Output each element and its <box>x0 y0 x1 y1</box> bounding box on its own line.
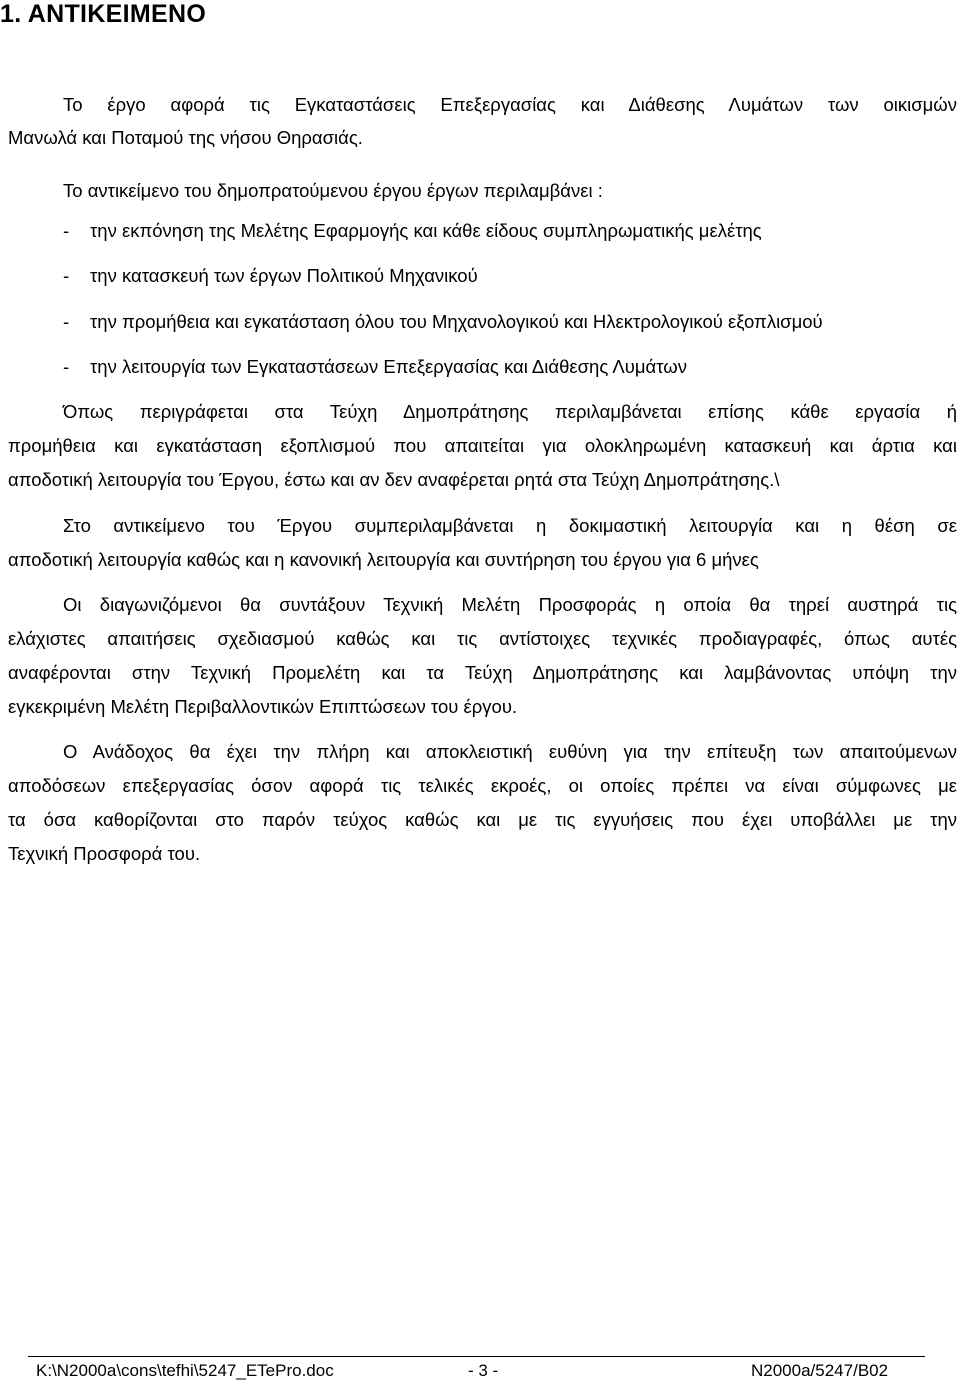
list-item: την κατασκευή των έργων Πολιτικού Μηχανικού <box>90 265 478 286</box>
list-dash: - <box>63 265 70 286</box>
list-item: την λειτουργία των Εγκαταστάσεων Επεξεργασίας και Διάθεσης Λυμάτων <box>90 356 687 377</box>
para5-line3: τα όσα καθορίζονται στο παρόν τεύχος καθώς και με τις εγγυήσεις που έχει υποβάλλει με την <box>8 809 957 830</box>
para5-line1: Ο Ανάδοχος θα έχει την πλήρη και αποκλειστική ευθύνη για την επίτευξη των απαιτούμενων <box>63 741 957 762</box>
para3-line2: αποδοτική λειτουργία καθώς και η κανονική λειτουργία και συντήρηση του έργου για 6 μήνες <box>8 549 759 570</box>
para4-line4: εγκεκριμένη Μελέτη Περιβαλλοντικών Επιπτώσεων του έργου. <box>8 696 518 717</box>
intro-line: Το αντικείμενο του δημοπρατούμενου έργου έργων περιλαμβάνει : <box>63 180 603 201</box>
para5-line4: Τεχνική Προσφορά του. <box>8 843 201 864</box>
list-item: την εκπόνηση της Μελέτης Εφαρμογής και κάθε είδους συμπληρωματικής μελέτης <box>90 220 762 241</box>
para5-line2: αποδόσεων επεξεργασίας όσον αφορά τις τελικές εκροές, οι οποίες πρέπει να είναι σύμφωνες με <box>8 775 957 796</box>
list-item: την προμήθεια και εγκατάσταση όλου του Μηχανολογικού και Ηλεκτρολογικού εξοπλισμού <box>90 311 823 332</box>
list-dash: - <box>63 356 70 377</box>
section-heading: 1. ΑΝΤΙΚΕΙΜΕΝΟ <box>0 0 207 28</box>
footer-page-number: - 3 - <box>468 1361 499 1380</box>
para1-line2: Μανωλά και Ποταμού της νήσου Θηρασιάς. <box>8 127 363 148</box>
para4-line2: ελάχιστες απαιτήσεις σχεδιασμού καθώς και τις αντίστοιχες τεχνικές προδιαγραφές, όπως αυτές <box>8 628 957 649</box>
list-dash: - <box>63 220 70 241</box>
para3-line1: Στο αντικείμενο του Έργου συμπεριλαμβάνεται η δοκιμαστική λειτουργία και η θέση σε <box>63 515 957 536</box>
para2-line3: αποδοτική λειτουργία του Έργου, έστω και αν δεν αναφέρεται ρητά στα Τεύχη Δημοπράτησης.\ <box>8 469 780 490</box>
para4-line1: Οι διαγωνιζόμενοι θα συντάξουν Τεχνική Μελέτη Προσφοράς η οποία θα τηρεί αυστηρά τις <box>63 594 957 615</box>
para4-line3: αναφέρονται στην Τεχνική Προμελέτη και τα Τεύχη Δημοπράτησης και λαμβάνοντας υπόψη την <box>8 662 957 683</box>
para2-line1: Όπως περιγράφεται στα Τεύχη Δημοπράτησης περιλαμβάνεται επίσης κάθε εργασία ή <box>63 401 957 422</box>
footer-file-path: K:\N2000a\cons\tefhi\5247_ETePro.doc <box>36 1361 334 1380</box>
para1-line1: Το έργο αφορά τις Εγκαταστάσεις Επεξεργασίας και Διάθεσης Λυμάτων των οικισμών <box>63 94 957 115</box>
list-dash: - <box>63 311 70 332</box>
para2-line2: προμήθεια και εγκατάσταση εξοπλισμού που απαιτείται για ολοκληρωμένη κατασκευή και άρτια και <box>8 435 957 456</box>
footer-rule <box>28 1356 925 1357</box>
footer-document-code: N2000a/5247/B02 <box>751 1361 889 1380</box>
